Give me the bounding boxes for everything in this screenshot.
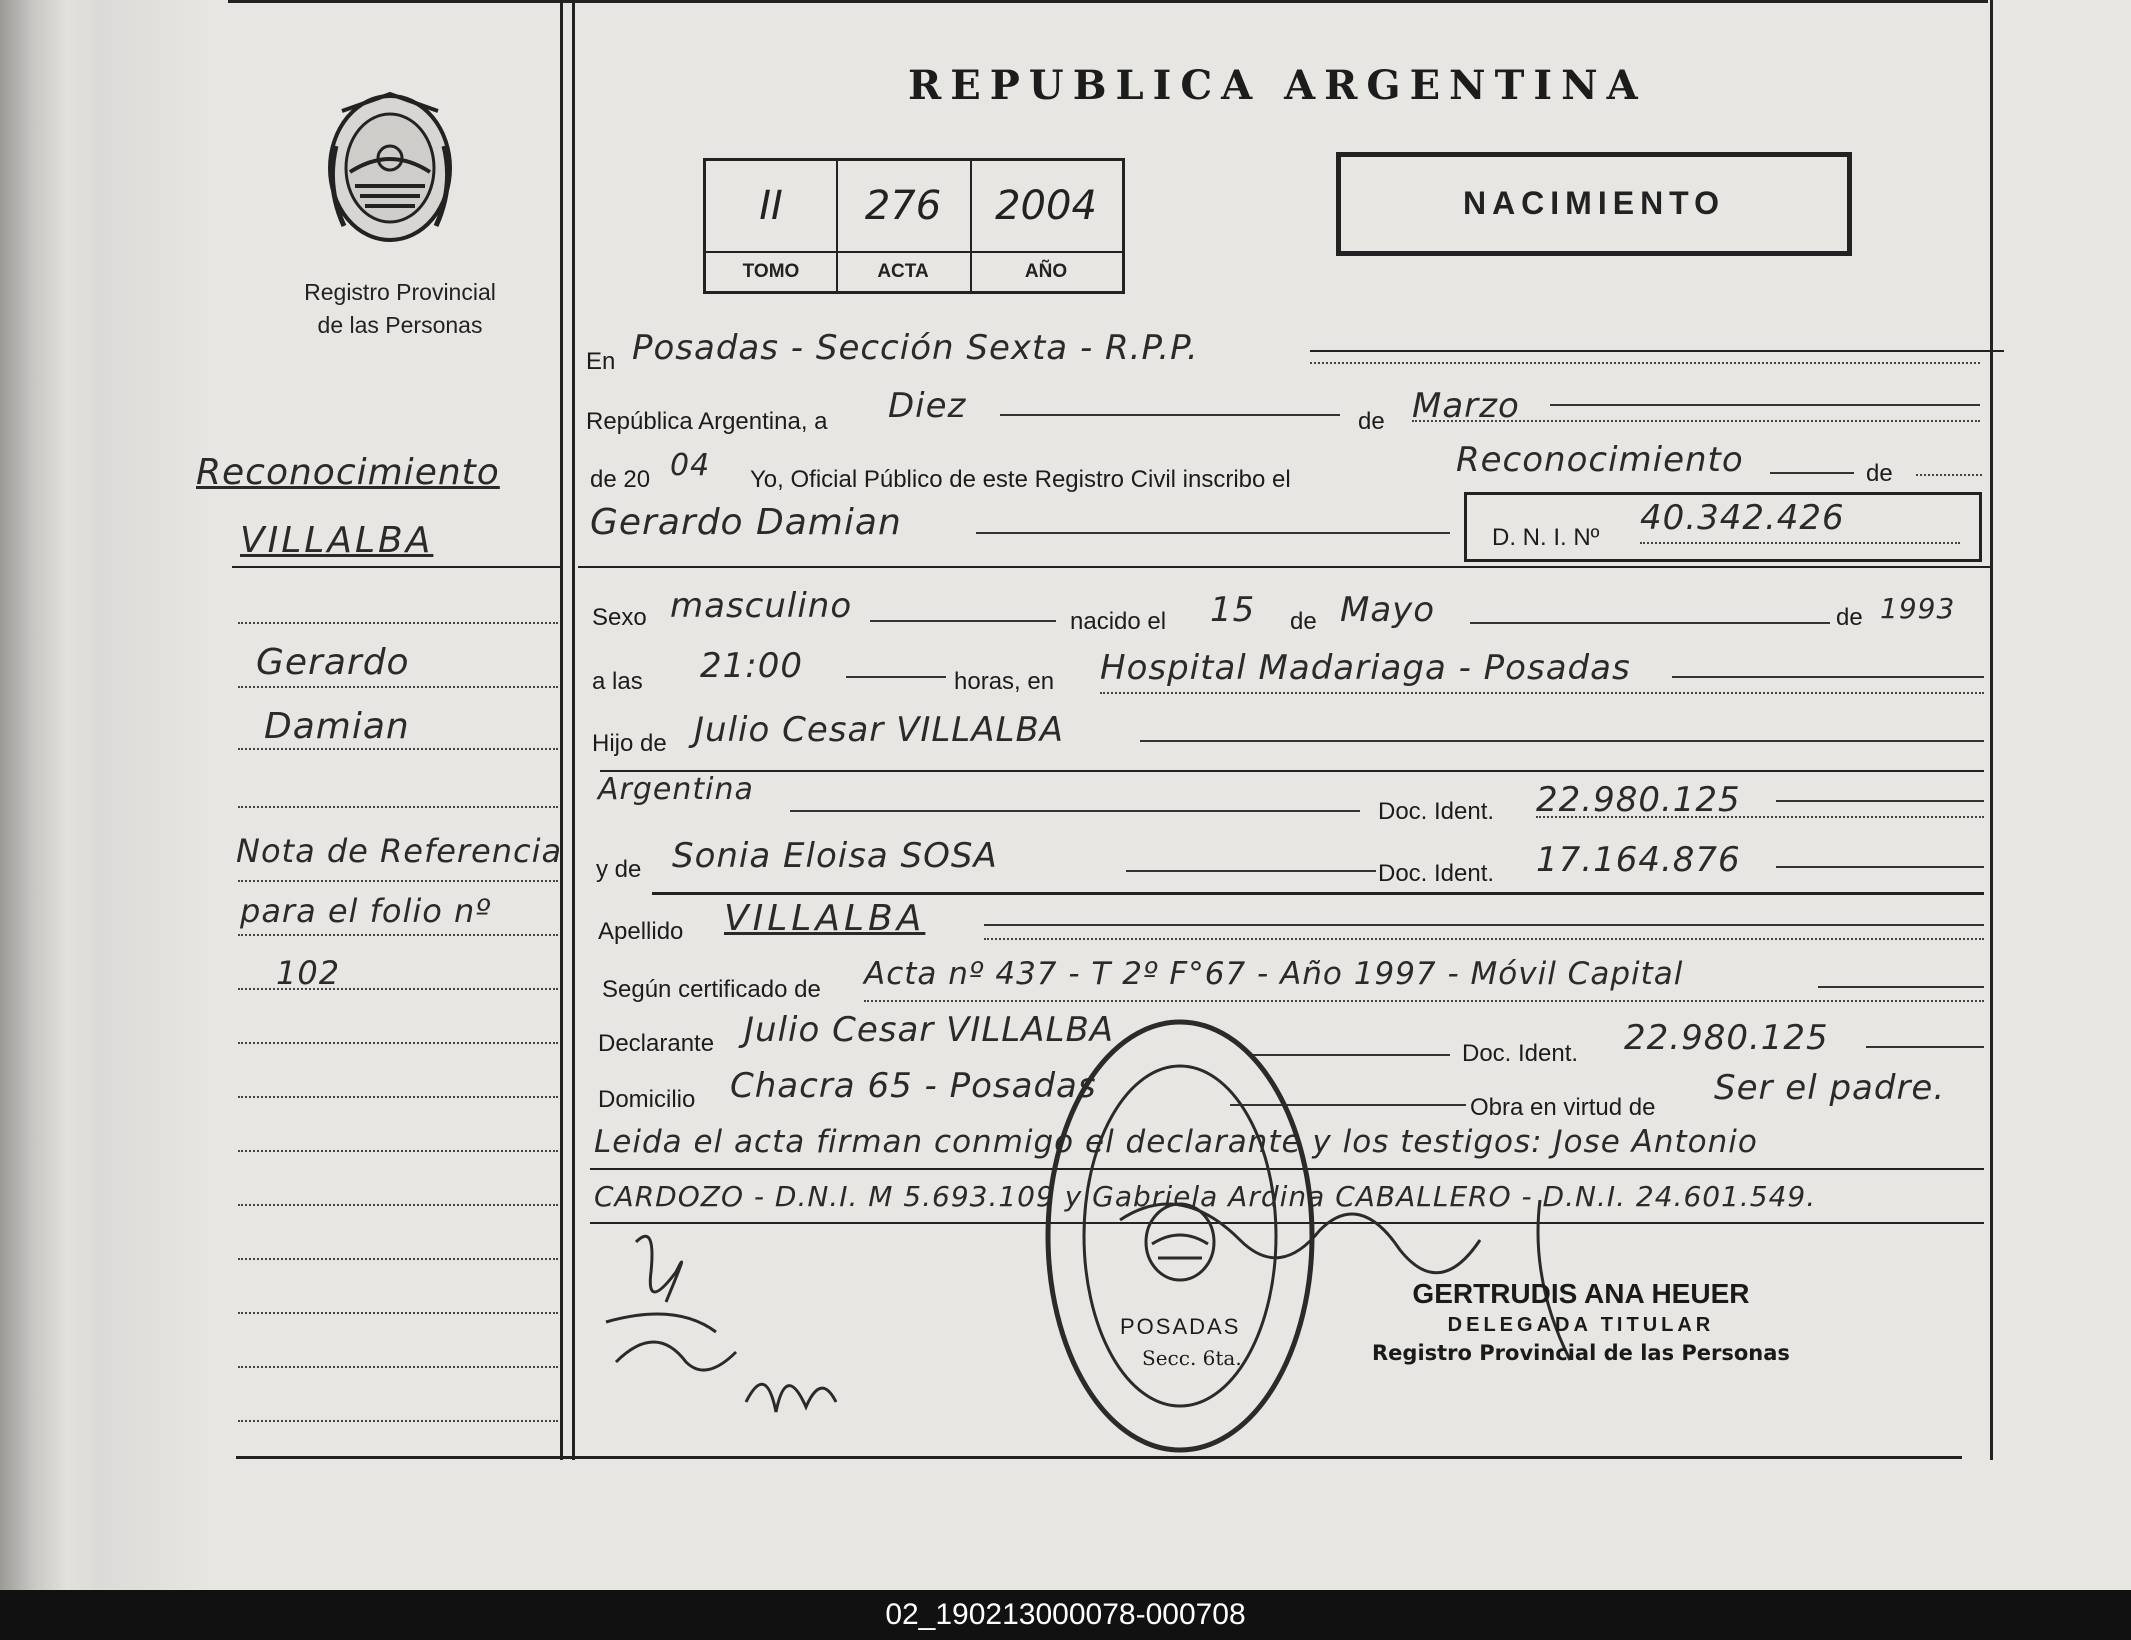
certificate-dotline bbox=[864, 1000, 1984, 1002]
birth-place-line bbox=[1672, 676, 1984, 678]
anio-cell bbox=[970, 161, 1122, 291]
margin-divider-left bbox=[560, 0, 563, 1460]
obra-label: Obra en virtud de bbox=[1470, 1094, 1656, 1121]
en-label: En bbox=[586, 348, 616, 375]
margin-dotline bbox=[238, 934, 558, 936]
record-type-label: NACIMIENTO bbox=[1462, 185, 1726, 221]
mother-rule bbox=[652, 892, 1984, 895]
birth-year-value: 1993 bbox=[1880, 592, 1956, 625]
month-value: Marzo bbox=[1412, 386, 1520, 426]
yo-label: Yo, Oficial Público de este Registro Civil inscribo el bbox=[750, 466, 1291, 493]
margin-dotline bbox=[238, 1042, 558, 1044]
birth-place-dotline bbox=[1100, 692, 1984, 694]
dni-dotline bbox=[1640, 542, 1960, 544]
margin-divider-right bbox=[572, 0, 575, 1460]
sexo-value: masculino bbox=[670, 586, 853, 626]
tomo-value: II bbox=[759, 183, 783, 229]
signer-block bbox=[1372, 1278, 1790, 1365]
doc-label: Doc. Ident. bbox=[1378, 798, 1495, 825]
margin-given-name-1: Gerardo bbox=[256, 642, 410, 683]
margin-dotline bbox=[238, 1258, 558, 1260]
day-words-value: Diez bbox=[888, 386, 967, 426]
month-line bbox=[1550, 404, 1980, 406]
place-rule bbox=[1310, 350, 2004, 352]
dni-value: 40.342.426 bbox=[1640, 498, 1845, 538]
apellido-dotline bbox=[984, 938, 1984, 940]
registry-name-line2: de las Personas bbox=[317, 312, 483, 338]
anio-label: AÑO bbox=[970, 251, 1122, 291]
registry-name bbox=[240, 276, 560, 342]
father-name-line bbox=[1140, 740, 1984, 742]
de-label-4: de bbox=[1836, 604, 1863, 631]
page-edge bbox=[95, 0, 225, 1590]
year-prefix: de 20 bbox=[590, 466, 651, 493]
margin-act-type: Reconocimiento bbox=[196, 452, 500, 493]
father-doc-line bbox=[1776, 800, 1984, 802]
record-type-box bbox=[1336, 152, 1852, 256]
certificate-line bbox=[1818, 986, 1984, 988]
father-name-value: Julio Cesar VILLALBA bbox=[694, 710, 1065, 750]
margin-dotline bbox=[238, 880, 558, 882]
sexo-label: Sexo bbox=[592, 604, 647, 631]
father-doc-dotline bbox=[1536, 816, 1984, 818]
margin-dotline bbox=[238, 806, 558, 808]
mother-doc-value: 17.164.876 bbox=[1536, 840, 1741, 880]
birth-day-value: 15 bbox=[1210, 590, 1256, 630]
acta-value: 276 bbox=[864, 183, 942, 229]
signer-role: DELEGADA TITULAR bbox=[1447, 1314, 1715, 1336]
image-id-label: 02_190213000078-000708 bbox=[885, 1598, 1246, 1631]
obra-value: Ser el padre. bbox=[1714, 1068, 1946, 1108]
birth-time-value: 21:00 bbox=[700, 646, 803, 686]
sexo-line bbox=[870, 620, 1056, 622]
certificate-value: Acta nº 437 - T 2º F°67 - Año 1997 - Móvil Capital bbox=[864, 956, 1684, 992]
declarante-name-value: Julio Cesar VILLALBA bbox=[744, 1010, 1115, 1050]
doc-label-2: Doc. Ident. bbox=[1378, 860, 1495, 887]
acta-label: ACTA bbox=[836, 251, 970, 291]
closing-line-2: CARDOZO - D.N.I. M 5.693.109 y Gabriela Ardina CABALLERO - D.N.I. 24.601.549. bbox=[594, 1180, 1817, 1213]
margin-note-line2: para el folio nº bbox=[240, 892, 492, 930]
domicilio-value: Chacra 65 - Posadas bbox=[730, 1066, 1097, 1106]
margin-rule bbox=[232, 566, 560, 568]
mother-name-value: Sonia Eloisa SOSA bbox=[672, 836, 998, 876]
stamp-city: POSADAS bbox=[1120, 1314, 1241, 1339]
margin-given-name-2: Damian bbox=[264, 706, 410, 747]
margin-dotline bbox=[238, 1366, 558, 1368]
apellido-line bbox=[984, 924, 1984, 926]
month-dotline bbox=[1412, 420, 1980, 422]
margin-dotline bbox=[238, 988, 558, 990]
a-las-label: a las bbox=[592, 668, 643, 695]
margin-note-line3: 102 bbox=[276, 954, 341, 992]
document-title: REPUBLICA ARGENTINA bbox=[908, 62, 1647, 109]
segun-label: Según certificado de bbox=[602, 976, 821, 1003]
binding-spine bbox=[0, 0, 95, 1590]
tomo-cell bbox=[706, 161, 838, 291]
margin-dotline bbox=[238, 686, 558, 688]
margin-dotline bbox=[238, 622, 558, 624]
nacido-label: nacido el bbox=[1070, 608, 1167, 635]
birth-time-line bbox=[846, 676, 946, 678]
horas-label: horas, en bbox=[954, 668, 1055, 695]
margin-note-line1: Nota de Referencia bbox=[236, 832, 563, 870]
de-label-2: de bbox=[1866, 460, 1893, 487]
margin-dotline bbox=[238, 1204, 558, 1206]
declarante-doc-value: 22.980.125 bbox=[1624, 1018, 1829, 1058]
signer-office: Registro Provincial de las Personas bbox=[1372, 1341, 1790, 1365]
signer-name: GERTRUDIS ANA HEUER bbox=[1412, 1278, 1750, 1309]
day-words-line bbox=[1000, 414, 1340, 416]
birth-month-line bbox=[1470, 622, 1830, 624]
place-value: Posadas - Sección Sexta - R.P.P. bbox=[632, 328, 1199, 368]
margin-surname: VILLALBA bbox=[240, 520, 434, 561]
father-doc-value: 22.980.125 bbox=[1536, 780, 1741, 820]
declarante-doc-line bbox=[1866, 1046, 1984, 1048]
father-rule bbox=[600, 770, 1984, 772]
year-suffix: 04 bbox=[670, 448, 711, 483]
doc-label-3: Doc. Ident. bbox=[1462, 1040, 1579, 1067]
father-nationality-value: Argentina bbox=[598, 772, 754, 807]
republica-label: República Argentina, a bbox=[586, 408, 828, 435]
right-border bbox=[1990, 0, 1993, 1460]
declarante-label: Declarante bbox=[598, 1030, 715, 1057]
y-de-label: y de bbox=[596, 856, 642, 883]
record-number-box bbox=[703, 158, 1125, 294]
act-type-value: Reconocimiento bbox=[1456, 440, 1744, 480]
margin-dotline bbox=[238, 1096, 558, 1098]
birth-month-value: Mayo bbox=[1340, 590, 1436, 630]
de-label-3: de bbox=[1290, 608, 1317, 635]
margin-dotline bbox=[238, 1312, 558, 1314]
stamp-section: Secc. 6ta. bbox=[1142, 1346, 1242, 1370]
place-dotline bbox=[1310, 362, 1980, 364]
tomo-label: TOMO bbox=[706, 251, 836, 291]
apellido-label: Apellido bbox=[598, 918, 684, 945]
margin-dotline bbox=[238, 1420, 558, 1422]
act-type-line bbox=[1770, 472, 1854, 474]
registry-name-line1: Registro Provincial bbox=[304, 279, 496, 305]
top-border bbox=[228, 0, 1988, 3]
birth-place-value: Hospital Madariaga - Posadas bbox=[1100, 648, 1631, 688]
provincial-seal-icon bbox=[320, 86, 460, 251]
person-name-value: Gerardo Damian bbox=[590, 502, 902, 543]
nationality-line bbox=[790, 810, 1360, 812]
de-label: de bbox=[1358, 408, 1385, 435]
act-type-dotline bbox=[1916, 474, 1982, 476]
signature-mark bbox=[596, 1212, 896, 1432]
mother-name-line bbox=[1126, 870, 1376, 872]
acta-cell bbox=[836, 161, 972, 291]
section-divider bbox=[578, 566, 1990, 568]
margin-dotline bbox=[238, 748, 558, 750]
dni-label: D. N. I. Nº bbox=[1492, 524, 1600, 551]
hijo-label: Hijo de bbox=[592, 730, 667, 757]
margin-dotline bbox=[238, 1150, 558, 1152]
anio-value: 2004 bbox=[995, 183, 1097, 229]
person-name-line bbox=[976, 532, 1450, 534]
domicilio-label: Domicilio bbox=[598, 1086, 696, 1113]
mother-doc-line bbox=[1776, 866, 1984, 868]
apellido-value: VILLALBA bbox=[724, 898, 926, 939]
closing-line-1: Leida el acta firman conmigo el declarante y los testigos: Jose Antonio bbox=[594, 1124, 1758, 1160]
